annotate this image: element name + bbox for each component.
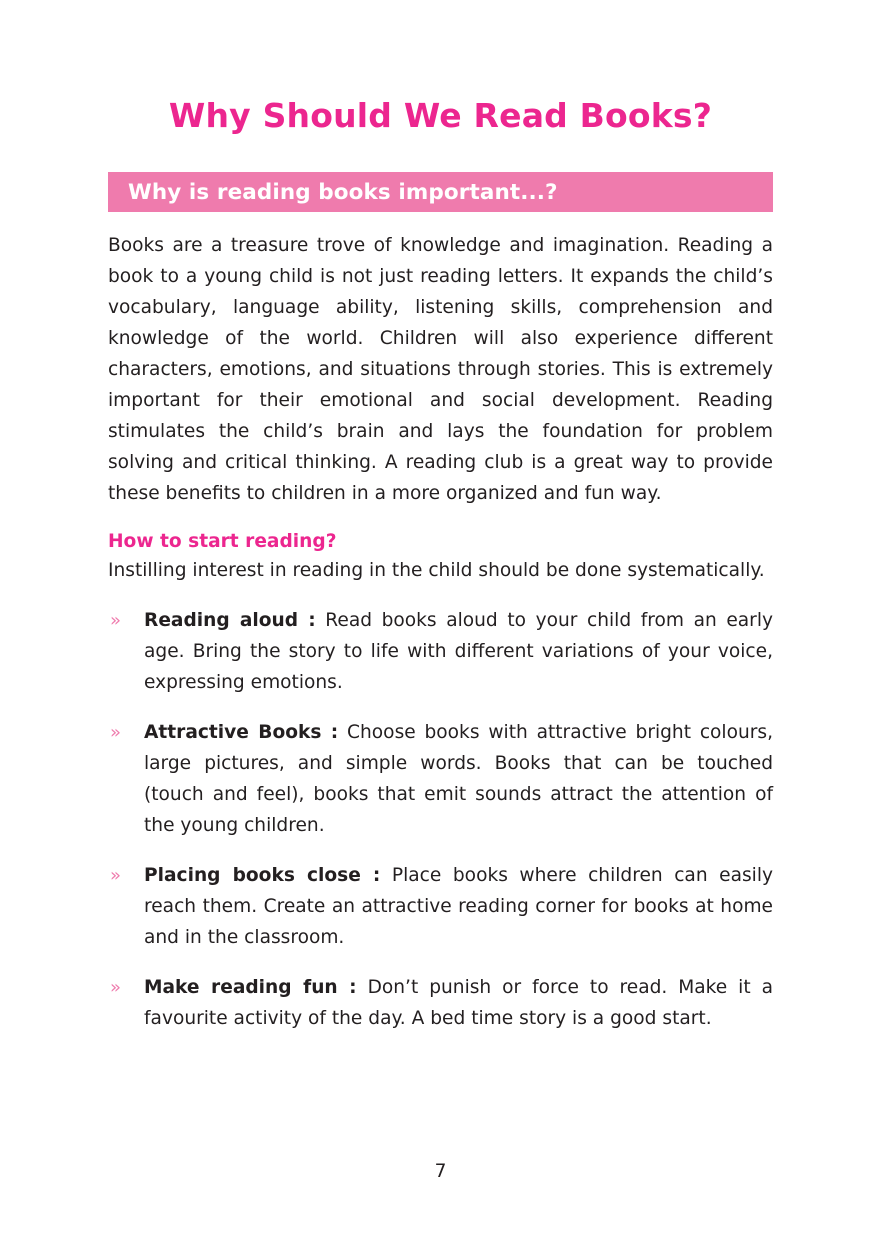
- list-item-text: Don’t punish or force to read. Make it a favourite activity of the day. A bed time story is a good start.: [144, 977, 773, 1029]
- subsection-heading: How to start reading?: [108, 531, 337, 552]
- page-number: 7: [434, 1161, 447, 1182]
- bullet-marker-icon: »: [110, 610, 122, 631]
- list-item-text: Read books aloud to your child from an early age. Bring the story to life with different variations of your voice, expressing emotions.: [144, 610, 773, 693]
- list-item-text: Place books where children can easily reach them. Create an attractive reading corner for books at home and in the classroom.: [144, 865, 774, 948]
- list-item: [108, 717, 773, 841]
- page-title: Why Should We Read Books?: [168, 96, 713, 135]
- section-banner: [108, 172, 773, 212]
- list-item: [108, 605, 773, 698]
- list-item: [108, 860, 773, 953]
- bullet-list: [108, 605, 773, 1034]
- section-banner-heading: Why is reading books important...?: [128, 179, 558, 205]
- intro-paragraph: Books are a treasure trove of knowledge and imagination. Reading a book to a young child is not just reading letters. It expands the child’s vocabulary, language ability, listening skills, comprehension and knowledge of the world. Children will also experience different characters, emotions, and situations through stories. This is extremely important for their emotional and social development. Reading stimulates the child’s brain and lays the foundation for problem solving and critical thinking. A reading club is a great way to provide these benefits to children in a more organized and fun way.: [108, 235, 773, 504]
- list-item-label: Attractive Books :: [144, 722, 339, 743]
- bullet-marker-icon: »: [110, 722, 122, 743]
- list-item-text: Choose books with attractive bright colours, large pictures, and simple words. Books that can be touched (touch and feel), books that emit sounds attract the attention of the young children.: [144, 722, 773, 836]
- list-item-label: Reading aloud :: [144, 610, 316, 631]
- list-item: [108, 972, 773, 1034]
- bullet-marker-icon: »: [110, 865, 122, 886]
- bullet-marker-icon: »: [110, 977, 122, 998]
- subsection-paragraph: Instilling interest in reading in the child should be done systematically.: [108, 560, 765, 581]
- list-item-label: Placing books close :: [144, 865, 381, 886]
- list-item-label: Make reading fun :: [144, 977, 357, 998]
